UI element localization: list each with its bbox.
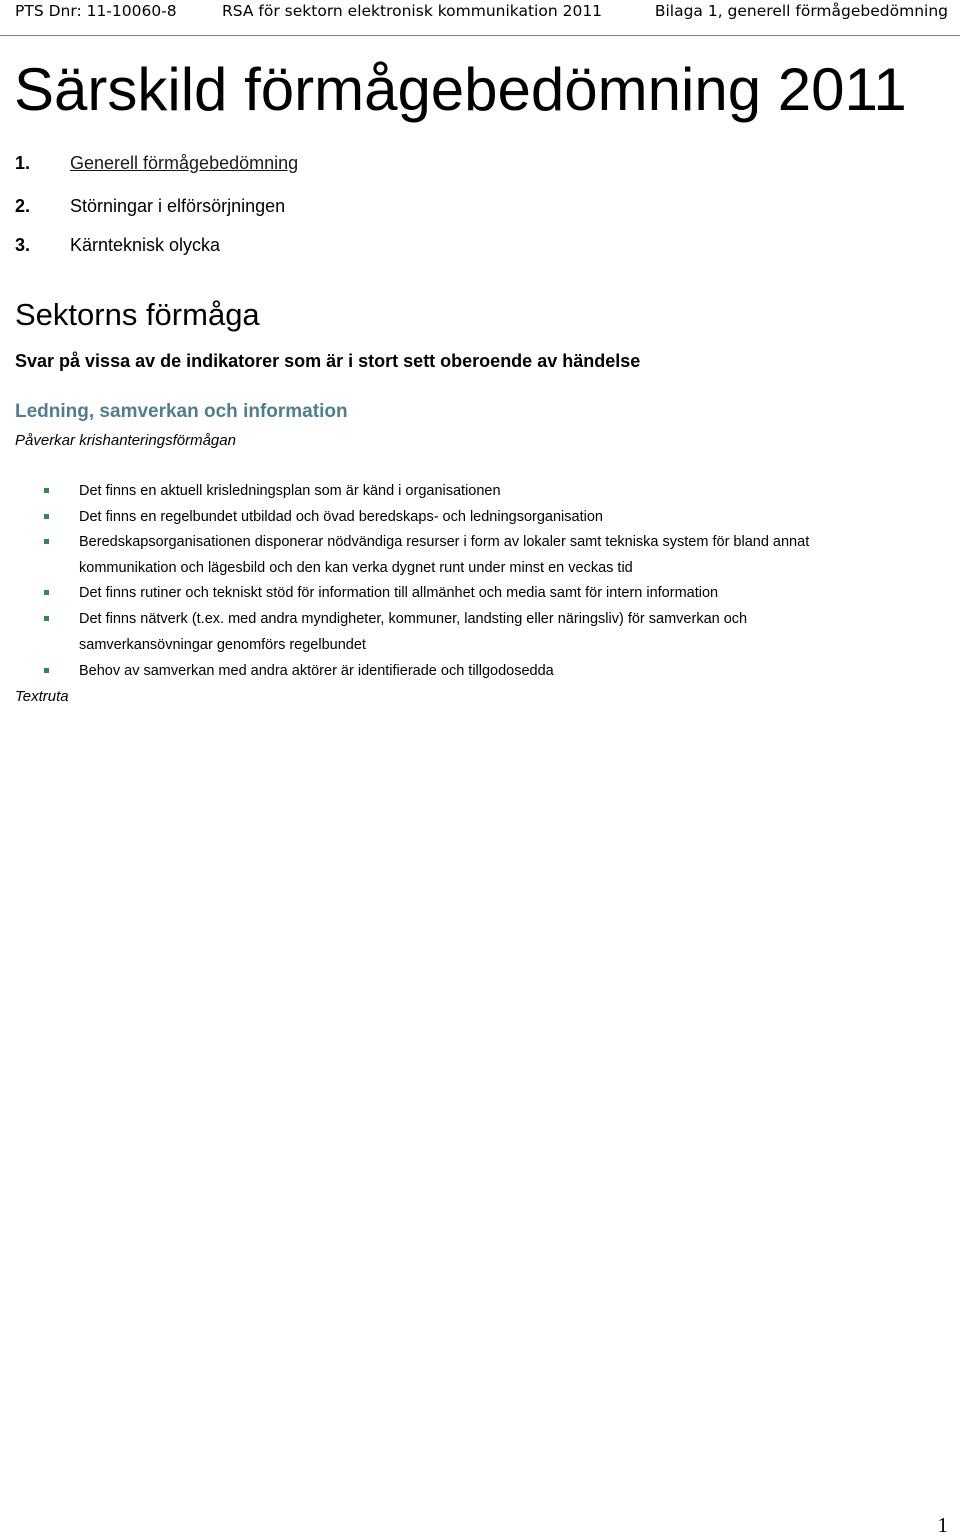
list-item: Behov av samverkan med andra aktörer är identifierade och tillgodosedda [79, 663, 554, 679]
subsection-heading: Ledning, samverkan och information [15, 401, 348, 422]
list-item-continuation: kommunikation och lägesbild och den kan verka dygnet runt under minst en veckas tid [79, 560, 633, 576]
toc-item-number: 1. [15, 153, 31, 173]
toc-link-generell-formagebedomning[interactable]: Generell förmågebedömning [70, 153, 299, 173]
list-item: Det finns nätverk (t.ex. med andra myndigheter, kommuner, landsting eller näringsliv) för samverkan och [79, 611, 748, 627]
bullet-icon [44, 539, 49, 544]
page-header [0, 0, 960, 36]
bullet-icon [44, 668, 49, 673]
document-title: Särskild förmågebedömning 2011 [14, 56, 907, 123]
header-attachment-label: Bilaga 1, generell förmågebedömning [654, 2, 948, 20]
toc-link-karnteknisk-olycka: Kärnteknisk olycka [70, 235, 221, 255]
bullet-icon [44, 590, 49, 595]
list-item-continuation: samverkansövningar genomförs regelbundet [79, 637, 366, 653]
bullet-icon [44, 514, 49, 519]
subsection-caption: Påverkar krishanteringsförmågan [15, 432, 236, 449]
list-item: Det finns en aktuell krisledningsplan som är känd i organisationen [79, 483, 501, 499]
bullet-icon [44, 488, 49, 493]
toc-item-number: 3. [15, 235, 31, 255]
list-item: Beredskapsorganisationen disponerar nödvändiga resurser i form av lokaler samt tekniska system för bland annat [79, 534, 810, 550]
header-document-number: PTS Dnr: 11-10060-8 [15, 2, 177, 20]
list-item: Det finns rutiner och tekniskt stöd för information till allmänhet och media samt för intern information [79, 585, 719, 601]
section-intro: Svar på vissa av de indikatorer som är i stort sett oberoende av händelse [15, 351, 641, 371]
header-document-title: RSA för sektorn elektronisk kommunikation 2011 [222, 2, 603, 20]
textbox-label[interactable]: Textruta [15, 688, 69, 705]
page-number: 1 [937, 1513, 948, 1537]
toc-link-storningar-elforsorjning: Störningar i elförsörjningen [70, 196, 286, 216]
list-item: Det finns en regelbundet utbildad och övad beredskaps- och ledningsorganisation [79, 509, 603, 525]
toc-item-number: 2. [15, 196, 31, 216]
bullet-icon [44, 616, 49, 621]
section-title: Sektorns förmåga [15, 297, 260, 332]
